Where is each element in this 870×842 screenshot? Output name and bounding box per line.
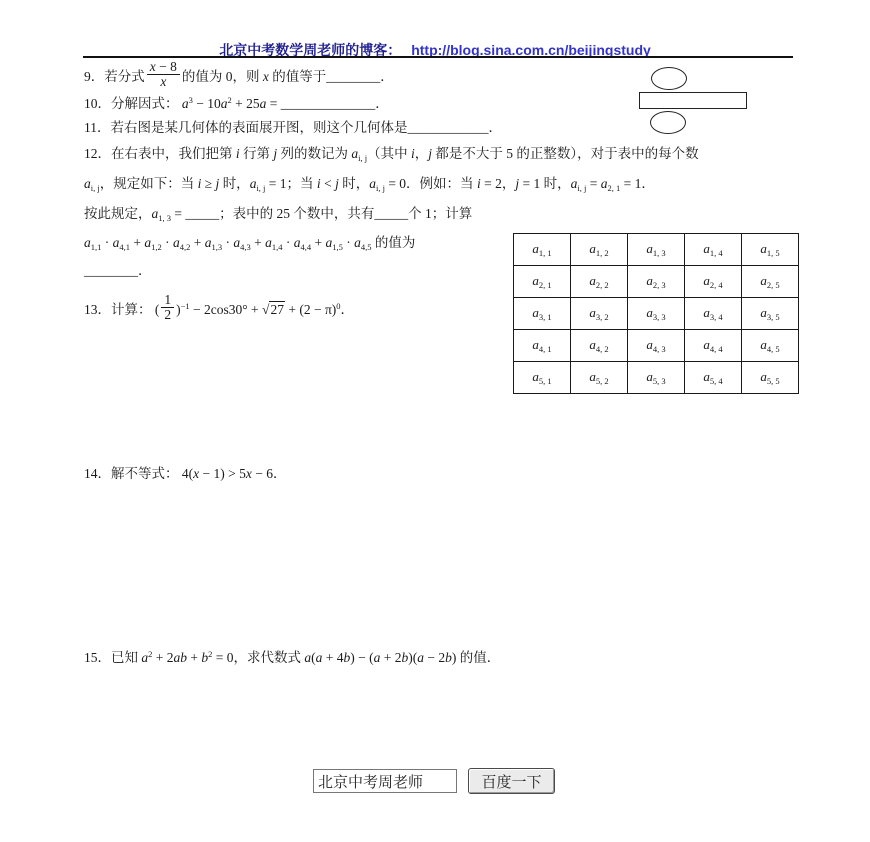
question-12-line3: 按此规定，$a_{1, 3}$ = _____；表中的 25 个数中，共有_____个 1；计算	[84, 206, 473, 223]
table-row	[514, 298, 799, 330]
table-cell: $a_{5, 3}$	[628, 362, 685, 394]
table-row	[514, 362, 799, 394]
table-cell: $a_{4, 1}$	[514, 330, 571, 362]
question-9	[84, 60, 394, 89]
table-cell: $a_{2, 4}$	[685, 266, 742, 298]
net-bottom-circle-icon	[650, 111, 686, 134]
table-cell: $a_{4, 2}$	[571, 330, 628, 362]
table-row	[514, 330, 799, 362]
table-cell: $a_{1, 4}$	[685, 234, 742, 266]
table-cell: $a_{5, 1}$	[514, 362, 571, 394]
table-cell: $a_{1, 3}$	[628, 234, 685, 266]
net-top-circle-icon	[651, 67, 687, 90]
blog-title: 北京中考数学周老师的博客：	[219, 42, 402, 58]
table-cell: $a_{4, 4}$	[685, 330, 742, 362]
table-row	[514, 234, 799, 266]
aij-table	[513, 233, 799, 394]
search-input[interactable]	[313, 769, 457, 793]
question-12-answer-blank: ________．	[84, 263, 152, 278]
table-cell: $a_{5, 5}$	[742, 362, 799, 394]
q13-text-pre: 13．计算： (	[84, 301, 160, 317]
question-12-line1: 12．在右表中，我们把第 i 行第 j 列的数记为 $a_{i, j}$（其中 i，j 都是不大于 5 的正整数），对于表中的每个数	[84, 146, 699, 163]
table-row	[514, 266, 799, 298]
table-cell: $a_{4, 3}$	[628, 330, 685, 362]
table-cell: $a_{1, 1}$	[514, 234, 571, 266]
q13-fraction-numerator: 1	[161, 293, 174, 308]
question-11: 11．若右图是某几何体的表面展开图，则这个几何体是____________．	[84, 120, 502, 135]
q13-text-post: )$^{-1} - 2\cos 30^\circ + √27 + (2 - \pi)^0$．	[176, 300, 355, 317]
question-12-sum-expression: $a_{1,1} \cdot a_{4,1} + a_{1,2} \cdot a_{4,2} + a_{1,3} \cdot a_{4,3} + a_{1,4} \cdot a_{4,4} + a_{1,5} \cdot a_{4,5}$ 的值为	[84, 235, 416, 252]
question-13	[84, 293, 354, 322]
q9-fraction-numerator: x − 8	[147, 60, 180, 75]
table-cell: $a_{2, 2}$	[571, 266, 628, 298]
question-14: 14．解不等式： 4(x − 1) > 5x − 6．	[84, 466, 287, 481]
q9-fraction-denominator: x	[160, 74, 167, 90]
table-cell: $a_{3, 3}$	[628, 298, 685, 330]
header-divider	[83, 56, 793, 58]
blog-url-link[interactable]: http://blog.sina.com.cn/beijingstudy	[411, 42, 651, 58]
baidu-search-button[interactable]: 百度一下	[468, 768, 555, 794]
q9-text-pre: 9．若分式	[84, 68, 145, 84]
table-cell: $a_{3, 5}$	[742, 298, 799, 330]
table-cell: $a_{5, 4}$	[685, 362, 742, 394]
table-cell: $a_{1, 2}$	[571, 234, 628, 266]
table-cell: $a_{2, 1}$	[514, 266, 571, 298]
q13-fraction	[161, 293, 174, 322]
table-cell: $a_{4, 5}$	[742, 330, 799, 362]
table-cell: $a_{5, 2}$	[571, 362, 628, 394]
question-15: 15．已知 $a^2 + 2ab + b^2 = 0$，求代数式 a(a + 4b) − (a + 2b)(a − 2b) 的值．	[84, 649, 501, 665]
table-cell: $a_{2, 5}$	[742, 266, 799, 298]
table-cell: $a_{3, 1}$	[514, 298, 571, 330]
table-cell: $a_{3, 2}$	[571, 298, 628, 330]
q9-text-post: 的值为 0，则 x 的值等于________．	[181, 68, 394, 84]
table-cell: $a_{1, 5}$	[742, 234, 799, 266]
table-cell: $a_{2, 3}$	[628, 266, 685, 298]
net-rectangle-icon	[639, 92, 747, 109]
question-12-line2: $a_{i, j}$，规定如下：当 i ≥ j 时，$a_{i, j} = 1$；当 i < j 时，$a_{i, j} = 0$．例如：当 i = 2，j = 1 时，$a_{i, j} = a_{2, 1} = 1$．	[84, 176, 655, 193]
q13-fraction-denominator: 2	[164, 307, 172, 323]
table-cell: $a_{3, 4}$	[685, 298, 742, 330]
q9-fraction	[147, 60, 180, 89]
question-10: 10．分解因式： $a^3 - 10a^2 + 25a$ = ______________．	[84, 95, 389, 111]
